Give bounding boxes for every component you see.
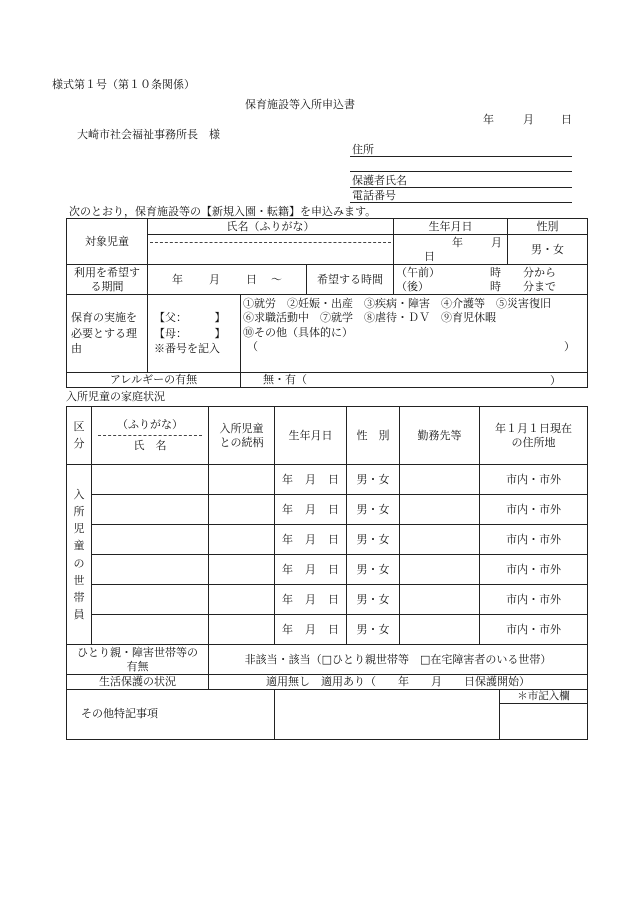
member-dob-field[interactable]: 年 月 日 [275, 495, 347, 525]
member-work-field[interactable] [400, 615, 480, 645]
member-sex-field[interactable]: 男・女 [347, 525, 400, 555]
child-label: 対象児童 [67, 219, 148, 265]
member-name-field[interactable] [92, 525, 209, 555]
member-relation-field[interactable] [209, 585, 275, 615]
period-label: 利用を希望する期間 [67, 265, 148, 295]
child-dob-header: 生年月日 [394, 219, 508, 235]
address-line[interactable] [350, 156, 572, 157]
member-sex-field[interactable]: 男・女 [347, 585, 400, 615]
col-residence: 年１月１日現在の住所地 [480, 407, 588, 465]
member-sex-field[interactable]: 男・女 [347, 555, 400, 585]
table-row [67, 585, 588, 615]
addressee: 大崎市社会福祉事務所長 様 [77, 128, 220, 141]
child-name-header: 氏名（ふりがな） [148, 219, 394, 235]
member-dob-field[interactable]: 年 月 日 [275, 615, 347, 645]
other-notes-field[interactable] [275, 689, 500, 739]
member-dob-field[interactable]: 年 月 日 [275, 585, 347, 615]
member-dob-field[interactable]: 年 月 日 [275, 465, 347, 495]
date-day-label: 日 [561, 113, 572, 126]
family-table [66, 406, 588, 740]
welfare-label: 生活保護の状況 [67, 675, 209, 690]
reason-options-line-2: ⑥求職活動中 ⑦就学 ⑧虐待・ＤＶ ⑨育児休暇 [243, 311, 496, 325]
col-relation: 入所児童との続柄 [209, 407, 275, 465]
member-residence-field[interactable]: 市内・市外 [480, 585, 588, 615]
time-label: 希望する時間 [307, 265, 394, 295]
date-year-label: 年 [483, 113, 494, 126]
city-use-field [500, 703, 588, 739]
time-field[interactable]: （午前） 時 分から （後） 時 分まで [394, 265, 588, 295]
table-row [67, 495, 588, 525]
reason-options-line-3: ⑩その他（具体的に） [243, 325, 353, 339]
table-row [67, 555, 588, 585]
member-residence-field[interactable]: 市内・市外 [480, 525, 588, 555]
member-work-field[interactable] [400, 585, 480, 615]
member-name-field[interactable] [92, 465, 209, 495]
member-dob-field[interactable]: 年 月 日 [275, 555, 347, 585]
col-kubun: 区分 [67, 407, 92, 465]
member-residence-field[interactable]: 市内・市外 [480, 495, 588, 525]
reason-note: ※番号を記入 [154, 342, 220, 356]
child-sex-header: 性別 [508, 219, 588, 235]
form-number: 様式第１号（第１０条関係） [52, 78, 195, 91]
col-name [92, 407, 209, 465]
allergy-field[interactable]: 無・有（ ） [241, 373, 588, 388]
phone-label: 電話番号 [352, 189, 396, 202]
city-use-label: ＊市記入欄 [500, 689, 588, 703]
father-reason-field[interactable]: 【父： 】 [154, 310, 226, 324]
address-label: 住所 [352, 143, 374, 156]
member-name-field[interactable] [92, 555, 209, 585]
member-work-field[interactable] [400, 525, 480, 555]
member-work-field[interactable] [400, 555, 480, 585]
member-name-field[interactable] [92, 585, 209, 615]
col-furigana: （ふりがな） [117, 418, 183, 432]
member-relation-field[interactable] [209, 615, 275, 645]
member-residence-field[interactable]: 市内・市外 [480, 465, 588, 495]
guardian-name-label: 保護者氏名 [352, 174, 407, 187]
guardian-name-line[interactable] [350, 187, 572, 188]
reason-options [241, 295, 588, 373]
member-name-field[interactable] [92, 495, 209, 525]
member-relation-field[interactable] [209, 555, 275, 585]
intro-text: 次のとおり，保育施設等の【新規入園・転籍】を申込みます。 [69, 205, 377, 218]
member-dob-field[interactable]: 年 月 日 [275, 525, 347, 555]
member-name-field[interactable] [92, 615, 209, 645]
child-dob-field[interactable]: 年 月日 [394, 235, 508, 265]
address-line-2[interactable] [350, 171, 572, 172]
member-sex-field[interactable]: 男・女 [347, 495, 400, 525]
table-row [67, 465, 588, 495]
member-work-field[interactable] [400, 495, 480, 525]
child-name-field[interactable] [148, 235, 394, 265]
single-parent-label: ひとり親・障害世帯等の有無 [67, 645, 209, 675]
table-row [67, 525, 588, 555]
date-month-label: 月 [523, 113, 534, 126]
single-parent-field[interactable]: 非該当・該当（□ひとり親世帯等 □在宅障害者のいる世帯） [209, 645, 588, 675]
household-label: 入所児童の世帯員 [67, 465, 92, 645]
phone-line[interactable] [350, 202, 572, 203]
mother-reason-field[interactable]: 【母： 】 [154, 326, 226, 340]
application-table [66, 218, 588, 388]
member-relation-field[interactable] [209, 465, 275, 495]
table-row [67, 615, 588, 645]
reason-other-field[interactable]: （ ） [247, 339, 575, 353]
allergy-label: アレルギーの有無 [67, 373, 241, 388]
form-title: 保育施設等入所申込書 [245, 98, 355, 111]
period-start-field[interactable]: 年 月 日 ～ [148, 265, 307, 295]
member-sex-field[interactable]: 男・女 [347, 615, 400, 645]
col-name-label: 氏 名 [133, 439, 167, 452]
reason-options-line-1: ①就労 ②妊娠・出産 ③疾病・障害 ④介護等 ⑤災害復旧 [243, 297, 551, 310]
member-residence-field[interactable]: 市内・市外 [480, 615, 588, 645]
welfare-field[interactable]: 適用無し 適用あり（ 年 月 日保護開始） [209, 675, 588, 690]
col-work: 勤務先等 [400, 407, 480, 465]
member-relation-field[interactable] [209, 525, 275, 555]
member-residence-field[interactable]: 市内・市外 [480, 555, 588, 585]
reason-parent-field[interactable] [148, 295, 241, 373]
member-work-field[interactable] [400, 465, 480, 495]
col-sex: 性 別 [347, 407, 400, 465]
child-sex-field[interactable]: 男・女 [508, 235, 588, 265]
member-relation-field[interactable] [209, 495, 275, 525]
family-section-title: 入所児童の家庭状況 [66, 390, 165, 403]
member-sex-field[interactable]: 男・女 [347, 465, 400, 495]
other-notes-label: その他特記事項 [67, 689, 275, 739]
col-dob: 生年月日 [275, 407, 347, 465]
reason-label: 保育の実施を必要とする理由 [67, 295, 148, 373]
